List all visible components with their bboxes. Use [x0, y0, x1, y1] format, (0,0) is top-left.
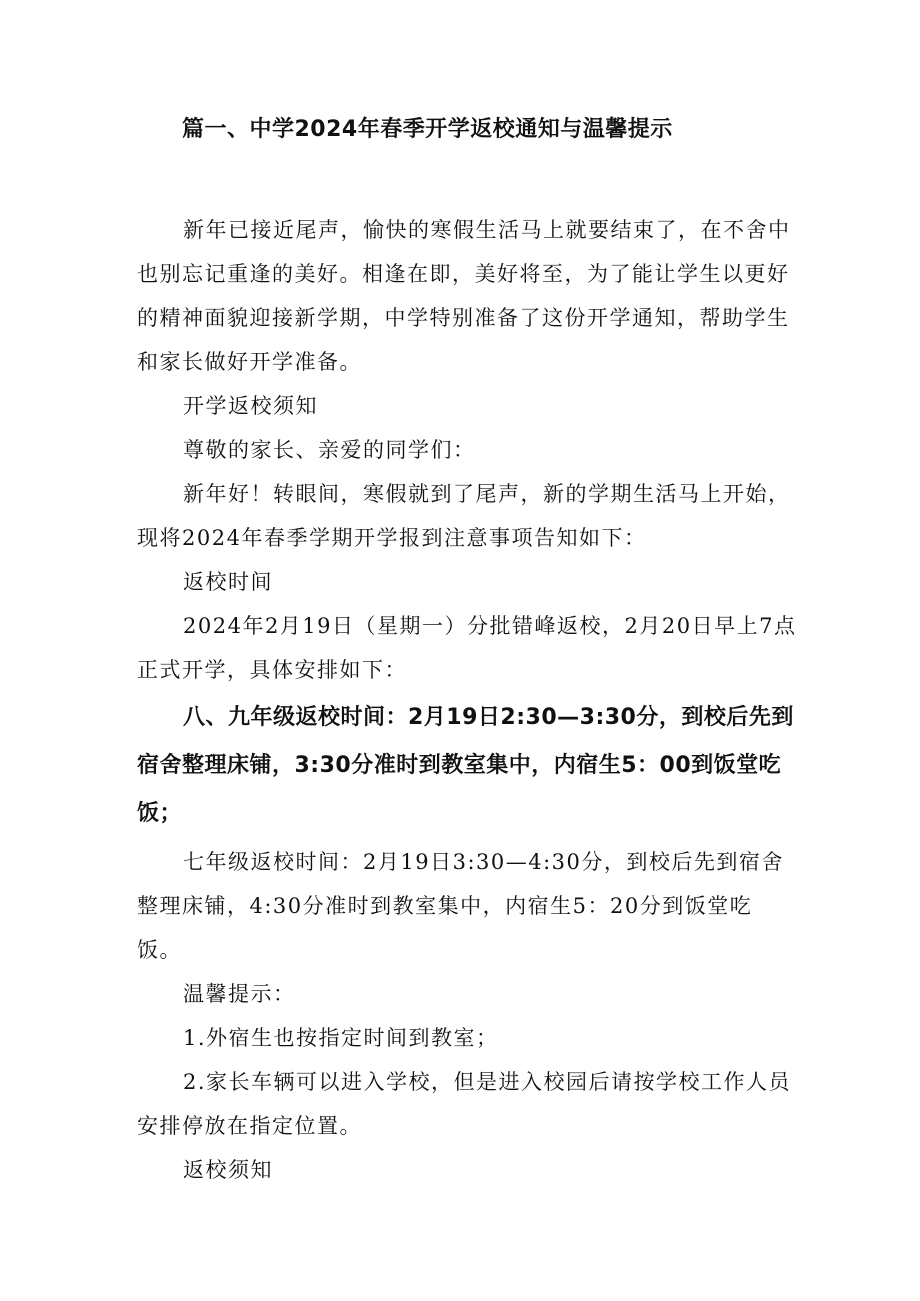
section-heading-notice: 开学返校须知	[183, 394, 318, 418]
document-title: 篇一、中学2024年春季开学返校通知与温馨提示	[182, 117, 673, 142]
tips-heading: 温馨提示：	[183, 982, 296, 1006]
tip-item-1: 1.外宿生也按指定时间到教室；	[183, 1026, 499, 1050]
greeting-paragraph: 新年好！转眼间，寒假就到了尾声，新的学期生活马上开始，现将2024年春季学期开学报到注意事项告知如下：	[137, 482, 791, 550]
section-heading-return-notice: 返校须知	[183, 1158, 273, 1182]
grade-7-schedule: 七年级返校时间：2月19日3:30—4:30分，到校后先到宿舍整理床铺，4:30分准时到教室集中，内宿生5：20分到饭堂吃饭。	[137, 850, 784, 962]
document-body	[137, 208, 797, 1192]
schedule-paragraph: 2024年2月19日（星期一）分批错峰返校，2月20日早上7点正式开学，具体安排如下：	[137, 614, 797, 682]
tip-item-2: 2.家长车辆可以进入学校，但是进入校园后请按学校工作人员安排停放在指定位置。	[137, 1070, 792, 1138]
grade-8-9-schedule: 八、九年级返校时间：2月19日2:30—3:30分，到校后先到宿舍整理床铺，3:30分准时到教室集中，内宿生5：00到饭堂吃饭；	[137, 705, 794, 826]
section-heading-return-time: 返校时间	[183, 570, 273, 594]
salutation: 尊敬的家长、亲爱的同学们：	[183, 438, 476, 462]
intro-paragraph: 新年已接近尾声，愉快的寒假生活马上就要结束了，在不舍中也别忘记重逢的美好。相逢在即，美好将至，为了能让学生以更好的精神面貌迎接新学期，中学特别准备了这份开学通知，帮助学生和家长做好开学准备。	[137, 218, 791, 374]
